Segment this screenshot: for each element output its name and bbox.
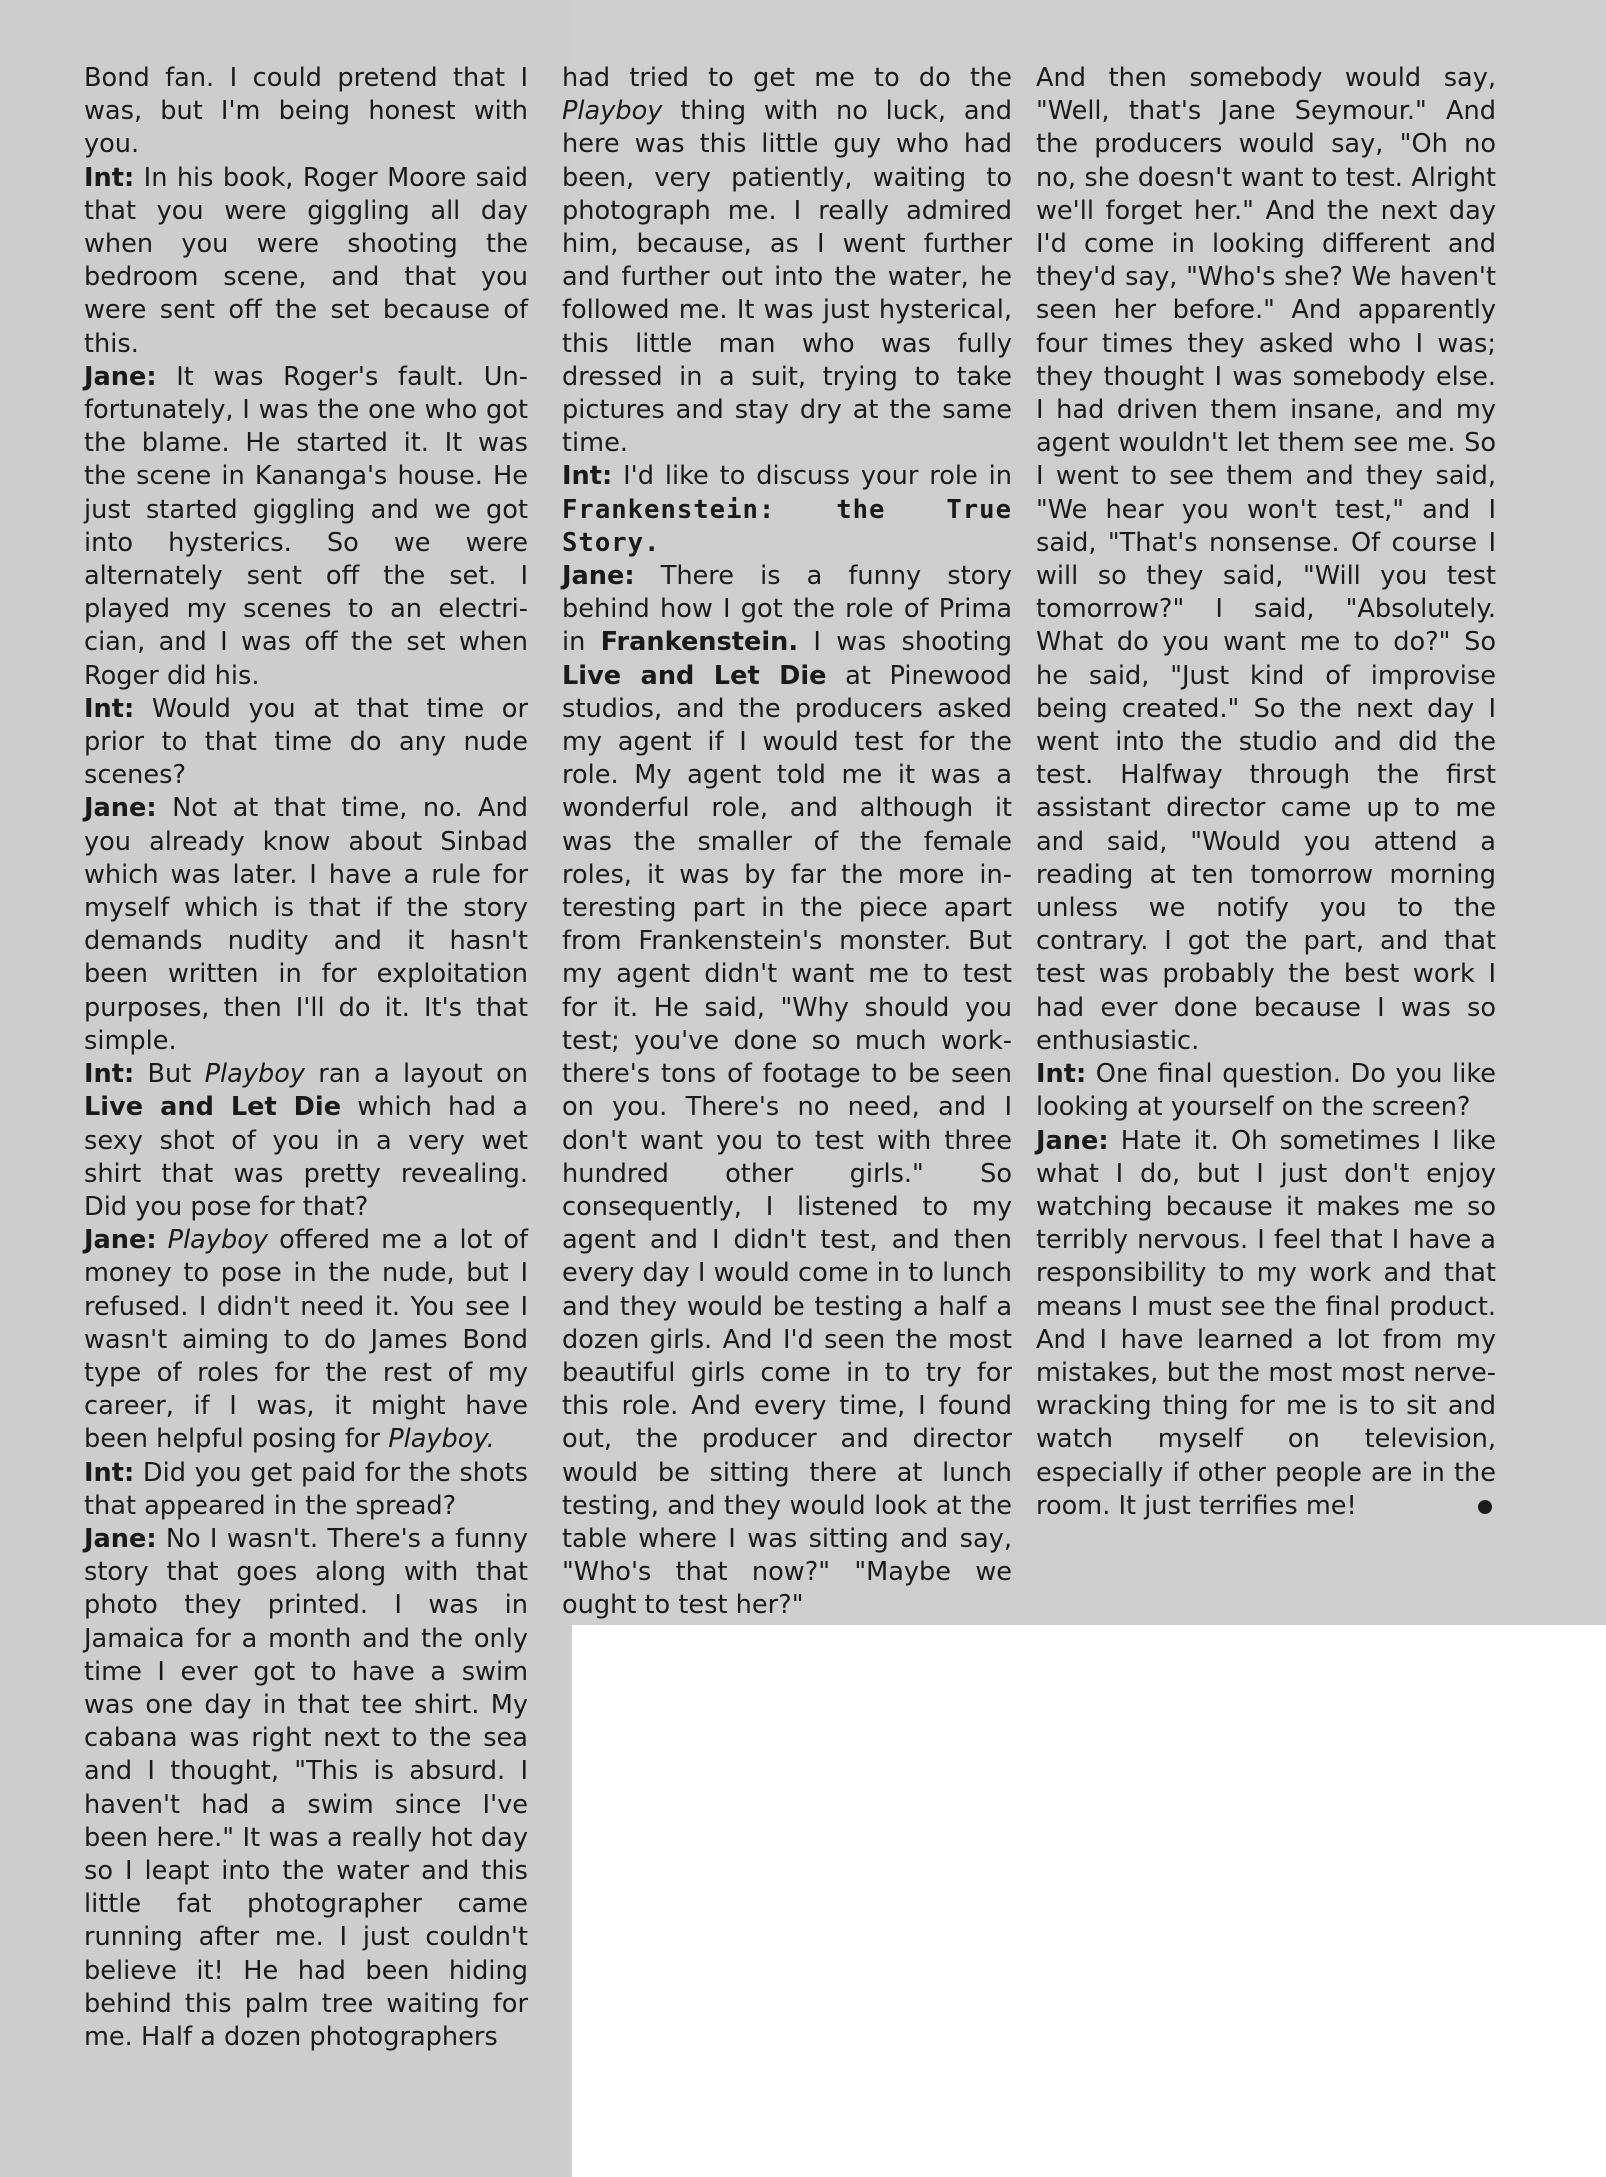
paragraph: And then somebody would say, "Well, that's Jane Seymour." And the producers would say, "Oh no no, she doesn't want to test. Alright we'll forget her." And the next day I'd come in looking different and they'd say, "Who's she? We haven't seen her before." And apparently four times they asked who I was; they thought I was somebody else. I had driven them insane, and my agent wouldn't let them see me. So I went to see them and they said, "We hear you won't test," and I said, "That's nonsense. Of course I will so they said, "Will you test tomorrow?" I said, "Absolutely. What do you want me to do?" So he said, "Just kind of improvise being created." So the next day I went into the studio and did the test. Halfway through the first assistant director came up to me and said, "Would you attend a reading at ten tomorrow morning unless we notify you to the contrary. I got the part, and that test was probably the best work I had ever done because I was so enthusiastic. [1036, 63, 1496, 1056]
speaker-label: Jane: [84, 1225, 157, 1256]
speaker-label: Jane: [84, 1523, 157, 1554]
column-3 [1036, 62, 1496, 1523]
magazine-title: Playboy. [388, 1424, 495, 1455]
paragraph: Int: Would you at that time or prior to that time do any nude scenes? [84, 693, 528, 791]
paragraph: Int: But Playboy ran a layout on Live and Let Die which had a sexy shot of you in a very wet shirt that was pretty revealing. Did you pose for that? [84, 1059, 528, 1222]
column-1 [84, 62, 528, 2054]
paragraph: Int: In his book, Roger Moore said that you were giggling all day when you were shooting the bedroom scene, and that you were sent off the set because of this. [84, 162, 528, 359]
paragraph: Jane: It was Roger's fault. Unfortunately, I was the one who got the blame. He started it. It was the scene in Kananga's house. He just started giggling and we got into hysterics. So we were alternately sent off the set. I played my scenes to an electrician, and I was off the set when Roger did his. [84, 361, 528, 691]
paragraph: Jane: There is a funny story behind how I got the role of Prima in Frankenstein. I was shooting Live and Let Die at Pinewood studios, and the producers asked my agent if I would test for the role. My agent told me it was a wonderful role, and although it was the smaller of the female roles, it was by far the more interesting part in the piece apart from Frankenstein's monster. But my agent didn't want me to test for it. He said, "Why should you test; you've done so much work-there's tons of footage to be seen on you. There's no need, and I don't want you to test with three hundred other girls." So consequently, I listened to my agent and I didn't test, and then every day I would come in to lunch and they would be testing a half a dozen girls. And I'd seen the most beautiful girls come in to try for this role. And every time, I found out, the producer and director would be sitting there at lunch testing, and they would look at the table where I was sitting and say, "Who's that now?" "Maybe we ought to test her?" [562, 561, 1013, 1621]
paragraph: Jane: No I wasn't. There's a funny story that goes along with that photo they printed. I was in Jamaica for a month and the only time I ever got to have a swim was one day in that tee shirt. My cabana was right next to the sea and I thought, "This is absurd. I haven't had a swim since I've been here." It was a really hot day so I leapt into the water and this little fat photographer came running after me. I just couldn't believe it! He had been hiding behind this palm tree waiting for me. Half a dozen photographers [84, 1523, 528, 2052]
paragraph: Int: One final question. Do you like looking at yourself on the screen? [1036, 1059, 1496, 1123]
speaker-label: Jane: [562, 561, 635, 592]
speaker-label: Int: [84, 162, 135, 193]
magazine-title: Playboy [562, 96, 663, 127]
magazine-title: Playboy [167, 1225, 269, 1256]
speaker-label: Int: [1036, 1059, 1087, 1090]
paragraph: had tried to get me to do the Playboy thing with no luck, and here was this little guy who had been, very patiently, waiting to photograph me. I really admired him, because, as I went further and further out into the water, he followed me. It was just hysterical, this little man who was fully dressed in a suit, trying to take pictures and stay dry at the same time. [562, 63, 1012, 459]
speaker-label: Jane: [1036, 1125, 1109, 1156]
speaker-label: Int: [562, 461, 613, 492]
magazine-title: Playboy [204, 1059, 306, 1090]
paragraph: Jane: Not at that time, no. And you already know about Sinbad which was later. I have a rule for myself which is that if the story demands nudity and it hasn't been written in for exploitation purposes, then I'll do it. It's that simple. [84, 793, 528, 1056]
speaker-label: Int: [84, 1059, 135, 1090]
paragraph: Int: Did you get paid for the shots that appeared in the spread? [84, 1457, 528, 1521]
film-title: Live and Let Die [562, 660, 827, 691]
speaker-label: Jane: [84, 793, 157, 824]
film-title: Live and Let Die [84, 1092, 342, 1123]
paragraph: Jane: Playboy offered me a lot of money to pose in the nude, but I refused. I didn't need it. You see I wasn't aiming to do James Bond type of roles for the rest of my career, if I was, it might have been helpful posing for Playboy. [84, 1225, 528, 1455]
blank-area [572, 1625, 1606, 2177]
speaker-label: Int: [84, 1457, 135, 1488]
paragraph: Int: I'd like to discuss your role in Frankenstein: the True Story. [562, 461, 1012, 558]
film-title: Frankenstein: the True Story. [562, 494, 1012, 558]
paragraph: Bond fan. I could pretend that I was, but I'm being honest with you. [84, 63, 528, 160]
column-2 [562, 62, 1012, 1623]
film-title: Frankenstein. [600, 627, 799, 658]
end-mark-icon [1478, 1500, 1492, 1514]
speaker-label: Int: [84, 693, 135, 724]
speaker-label: Jane: [84, 361, 157, 392]
paragraph: Jane: Hate it. Oh sometimes I like what I do, but I just don't enjoy watching because it makes me so terribly nervous. I feel that I have a responsibility to my work and that means I must see the final product. And I have learned a lot from my mistakes, but the most most nerve-wracking thing for me is to sit and watch myself on television, especially if other people are in the room. It just terrifies me! [1036, 1125, 1496, 1521]
